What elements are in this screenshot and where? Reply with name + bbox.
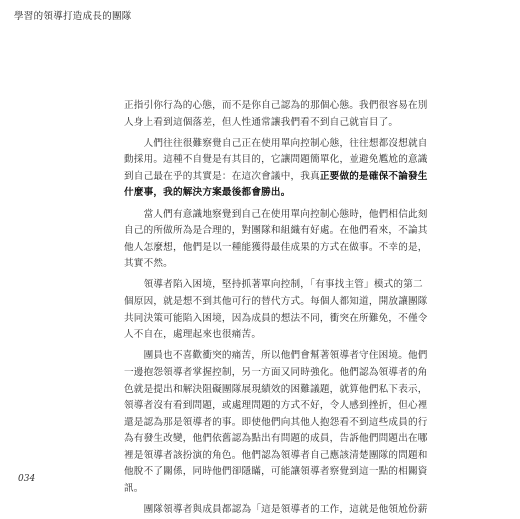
text-line: 到自己最在乎的其實是：在這次會議中，我真正要做的是確保不論發生 — [124, 170, 428, 182]
text-line: 人身上看到這個落差，但人性通常讓我們看不到自己就盲目了。 — [124, 116, 399, 128]
text-line: 為有發生改變，他們依舊認為點出有問題的成員，告訴他們問題出在哪 — [124, 433, 428, 445]
text-line: 當人們有意識地察覺到自己在使用單向控制心態時，他們相信此刻 — [124, 208, 428, 220]
text-line: 共同決策可能陷入困境，因為成員的想法不同，衝突在所難免，不僅令 — [124, 312, 428, 324]
text-line: 個原因，就是想不到其他可行的替代方式。每個人都知道，開放讓團隊 — [124, 296, 428, 308]
text-line: 還是認為那是領導者的事。即使他們向其他人抱怨看不到這些成員的行 — [124, 416, 428, 428]
text-line: 色就是提出和解決阻礙團隊展現績效的困難議題，就算他們私下表示， — [124, 383, 428, 395]
text-line: 什麼事，我的解決方案最後都會勝出。 — [124, 187, 291, 199]
text-line: 領導者沒有看到問題，或處理問題的方式不好，令人感到挫折，但心裡 — [124, 400, 428, 412]
paragraph — [124, 277, 428, 343]
text-line: 訊。 — [124, 483, 144, 495]
text-line: 正指引你行為的心態，而不是你自己認為的那個心態。我們很容易在別 — [124, 100, 428, 111]
paragraph — [124, 348, 428, 497]
text-line: 自己的所做所為是合理的，對團隊和組織有好處。在他們看來，不論其 — [124, 225, 428, 237]
text-line: 一邊抱怨領導者掌握控制，另一方面又同時強化。他們認為領導者的角 — [124, 366, 428, 378]
text-line: 人們往往很難察覺自己正在使用單向控制心態，往往想都沒想就自 — [124, 137, 428, 149]
text-line: 他脫不了關係，同時他們卻隱瞞，可能讓領導者察覺到這一點的相關資 — [124, 466, 428, 478]
text-line: 領導者陷入困境，堅持抓著單向控制，「有事找主管」模式的第二 — [124, 279, 423, 291]
text-line: 他人怎麼想，他們是以一種能獲得最佳成果的方式在做事。不幸的是， — [124, 241, 428, 253]
paragraph — [124, 502, 428, 519]
text-line: 其實不然。 — [124, 258, 173, 270]
paragraph — [124, 207, 428, 273]
running-header: 學習的領導打造成長的團隊 — [14, 11, 132, 22]
paragraph — [124, 136, 428, 202]
body-text — [124, 98, 428, 519]
text-line: 裡是領導者該扮演的角色。他們認為領導者自己應該清楚團隊的問題和 — [124, 449, 428, 461]
text-line: 團員也不喜歡衝突的痛苦，所以他們會幫著領導者守住困境。他們 — [124, 350, 428, 362]
text-line: 人不自在，處理起來也很痛苦。 — [124, 329, 262, 341]
text-line: 動採用。這種不自覺是有其目的，它讓問題簡單化，並避免尷尬的意識 — [124, 154, 428, 166]
text-line: 團隊領導者與成員都認為「這是領導者的工作，這就是他領尬份薪 — [124, 504, 428, 516]
paragraph — [124, 98, 428, 131]
page-number: 034 — [18, 474, 36, 484]
